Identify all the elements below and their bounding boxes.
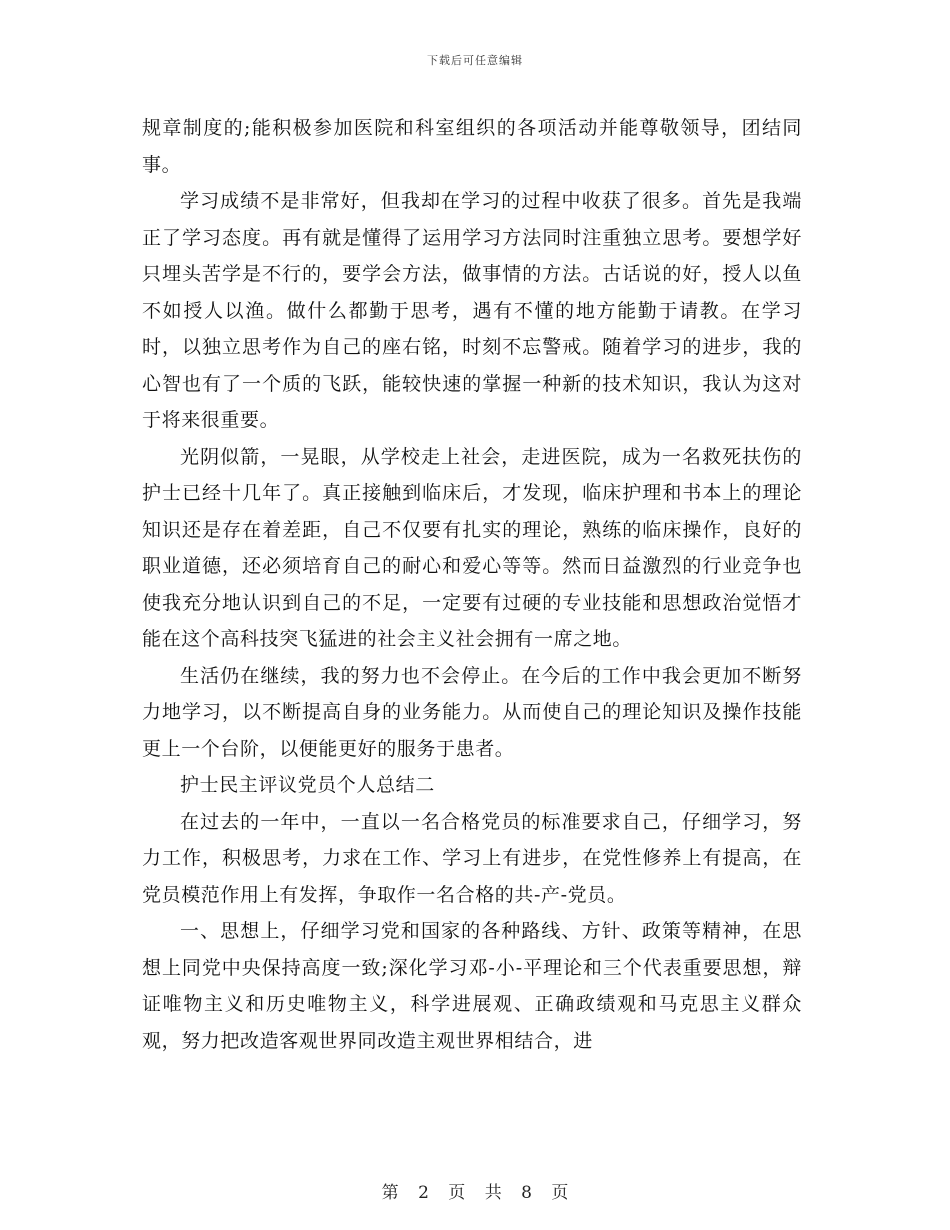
page-header-note: 下载后可任意编辑 [427,54,523,67]
footer-middle1: 页 [448,1183,466,1203]
paragraph-thought: 一、思想上，仔细学习党和国家的各种路线、方针、政策等精神，在思想上同党中央保持高度一致;深化学习邓-小-平理论和三个代表重要思想，辩证唯物主义和历史唯物主义，科学进展观、正确政绩观和马克思主义群众观，努力把改造客观世界同改造主观世界相结合，进 [142,920,802,1052]
paragraph-continuation: 规章制度的;能积极参加医院和科室组织的各项活动并能尊敬领导，团结同事。 [142,117,802,176]
paragraph-summary-intro: 在过去的一年中，一直以一名合格党员的标准要求自己，仔细学习，努力工作，积极思考，力求在工作、学习上有进步，在党性修养上有提高，在党员模范作用上有发挥，争取作一名合格的共-产-党员。 [142,810,802,906]
section-heading: 护士民主评议党员个人总结二 [180,774,435,796]
paragraph-study: 学习成绩不是非常好，但我却在学习的过程中收获了很多。首先是我端正了学习态度。再有就是懂得了运用学习方法同时注重独立思考。要想学好只埋头苦学是不行的，要学会方法，做事情的方法。古话说的好，授人以鱼不如授人以渔。做什么都勤于思考，遇有不懂的地方能勤于请教。在学习时，以独立思考作为自己的座右铭，时刻不忘警戒。随着学习的进步，我的心智也有了一个质的飞跃，能较快速的掌握一种新的技术知识，我认为这对于将来很重要。 [142,190,802,431]
footer-suffix: 页 [551,1183,569,1203]
footer-prefix: 第 [381,1183,399,1203]
document-body [142,110,802,1059]
footer-current-page: 2 [418,1183,429,1203]
paragraph-future: 生活仍在继续，我的努力也不会停止。在今后的工作中我会更加不断努力地学习，以不断提高自身的业务能力。从而使自己的理论知识及操作技能更上一个台阶，以便能更好的服务于患者。 [142,664,802,760]
page-footer [0,1178,950,1203]
footer-middle2: 共 [484,1183,502,1203]
paragraph-career: 光阴似箭，一晃眼，从学校走上社会，走进医院，成为一名救死扶伤的护士已经十几年了。真正接触到临床后，才发现，临床护理和书本上的理论知识还是存在着差距，自己不仅要有扎实的理论，熟练的临床操作，良好的职业道德，还必须培育自己的耐心和爱心等等。然而日益激烈的行业竞争也使我充分地认识到自己的不足，一定要有过硬的专业技能和思想政治觉悟才能在这个高科技突飞猛进的社会主义社会拥有一席之地。 [142,445,802,650]
footer-total-pages: 8 [521,1183,532,1203]
